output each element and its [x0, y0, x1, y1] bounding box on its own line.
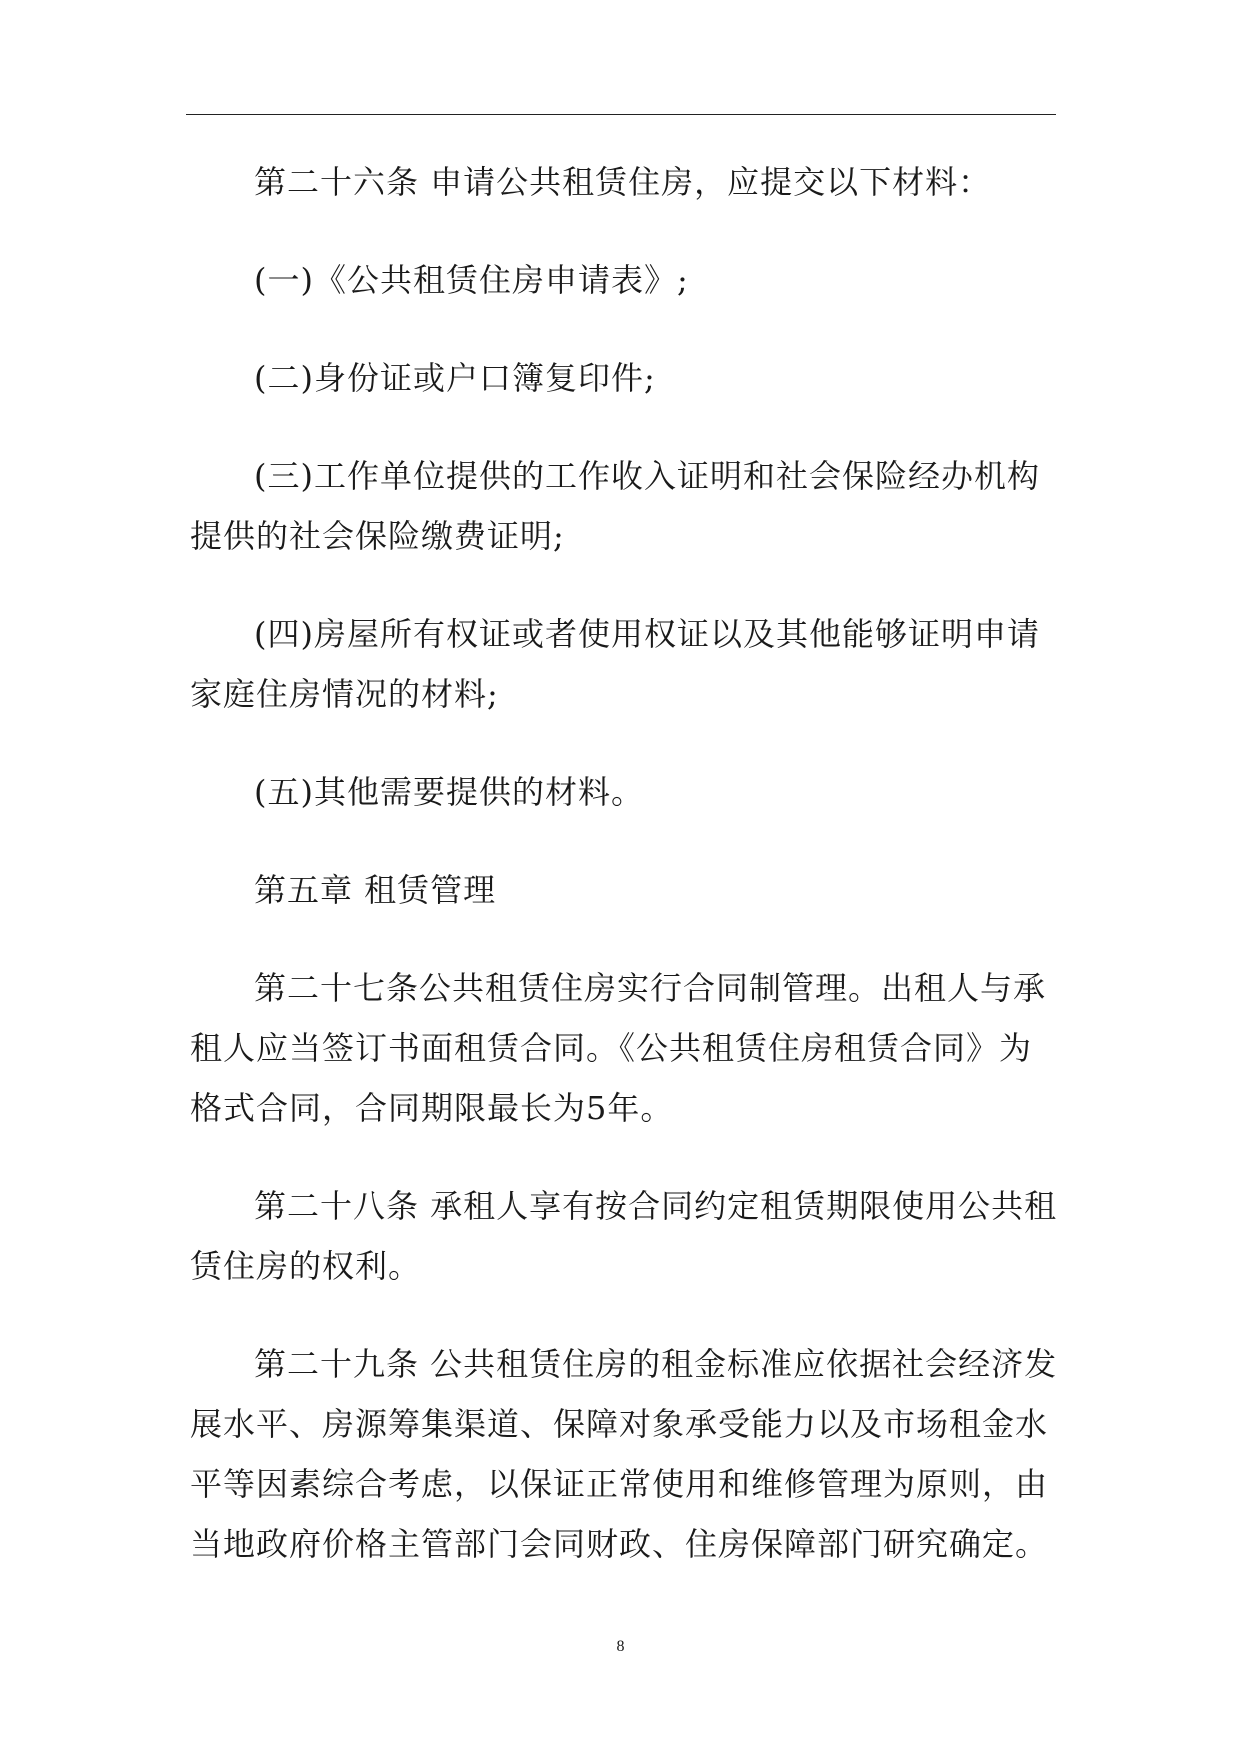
list-item-2: (二)身份证或户口簿复印件;: [254, 359, 656, 397]
article-28: 第二十八条 承租人享有按合同约定租赁期限使用公共租赁住房的权利。: [190, 1187, 1058, 1285]
article-26-heading: 第二十六条 申请公共租赁住房，应提交以下材料：: [254, 163, 992, 201]
header-rule: [186, 114, 1056, 115]
article-29: 第二十九条 公共租赁住房的租金标准应依据社会经济发展水平、房源筹集渠道、保障对象承受能力以及市场租金水平等因素综合考虑，以保证正常使用和维修管理为原则，由当地政府价格主管部门会同财政、住房保障部门研究确定。: [190, 1345, 1058, 1563]
document-body: [190, 152, 1060, 1612]
list-item-3: (三)工作单位提供的工作收入证明和社会保险经办机构提供的社会保险缴费证明;: [190, 457, 1040, 555]
list-item-5: (五)其他需要提供的材料。: [254, 773, 644, 811]
list-item-1: (一)《公共租赁住房申请表》;: [254, 261, 689, 299]
chapter-5-heading: 第五章 租赁管理: [254, 871, 497, 909]
article-27: 第二十七条公共租赁住房实行合同制管理。出租人与承租人应当签订书面租赁合同。《公共租赁住房租赁合同》为格式合同，合同期限最长为5年。: [190, 969, 1047, 1127]
page-number: 8: [616, 1638, 625, 1655]
list-item-4: (四)房屋所有权证或者使用权证以及其他能够证明申请家庭住房情况的材料;: [190, 615, 1040, 713]
